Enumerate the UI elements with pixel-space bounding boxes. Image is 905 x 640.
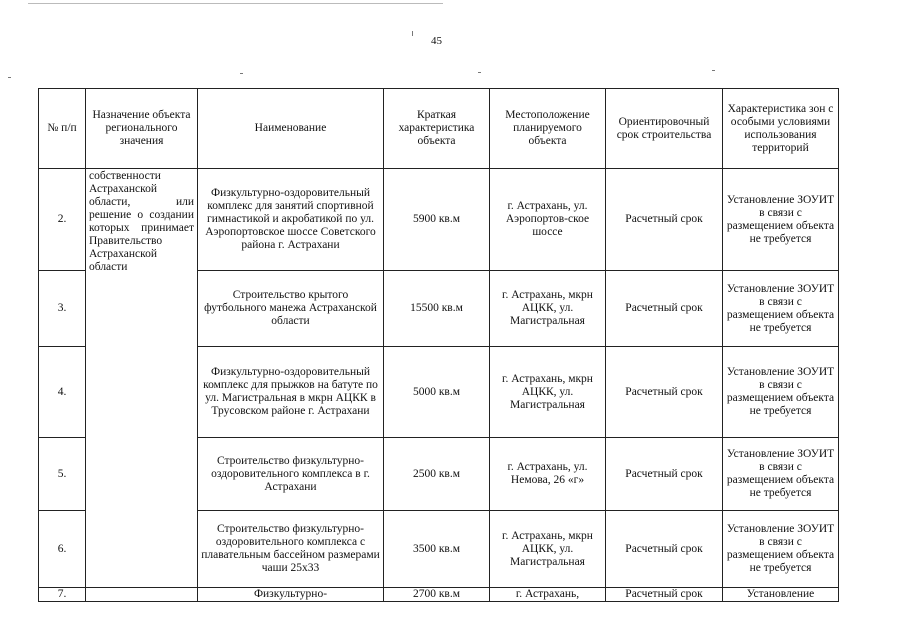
construction-period: Расчетный срок [606,511,723,588]
scan-speck [8,77,11,78]
header-zones: Характеристика зон с особыми условиями использования территорий [723,89,839,169]
zone-characteristic: Установление [723,588,839,602]
row-num: 7. [39,588,86,602]
scan-top-rule [28,3,443,4]
object-location: г. Астрахань, [490,588,606,602]
construction-period: Расчетный срок [606,347,723,438]
scan-speck [412,31,413,36]
object-characteristic: 3500 кв.м [384,511,490,588]
construction-period: Расчетный срок [606,588,723,602]
row-num: 3. [39,271,86,347]
construction-period: Расчетный срок [606,271,723,347]
zone-characteristic: Установление ЗОУИТ в связи с размещением объекта не требуется [723,347,839,438]
object-name: Физкультурно- [198,588,384,602]
object-characteristic: 5900 кв.м [384,169,490,271]
header-characteristic: Краткая характеристика объекта [384,89,490,169]
page-number: 45 [431,35,442,47]
purpose-cell-continued [86,588,198,602]
table-header-row [39,89,839,169]
header-purpose: Назначение объекта регионального значения [86,89,198,169]
object-name: Строительство физкультурно-оздоровительного комплекса в г. Астрахани [198,438,384,511]
header-name: Наименование [198,89,384,169]
object-location: г. Астрахань, ул. Аэропортов-ское шоссе [490,169,606,271]
row-num: 5. [39,438,86,511]
object-location: г. Астрахань, ул. Немова, 26 «г» [490,438,606,511]
scan-speck [478,72,481,73]
object-characteristic: 5000 кв.м [384,347,490,438]
zone-characteristic: Установление ЗОУИТ в связи с размещением объекта не требуется [723,271,839,347]
header-location: Местоположение планируемого объекта [490,89,606,169]
scan-speck [712,70,715,71]
object-name: Физкультурно-оздоровительный комплекс для занятий спортивной гимнастикой и акробатикой по ул. Аэропортовское шоссе Советского района г. Астрахани [198,169,384,271]
object-location: г. Астрахань, мкрн АЦКК, ул. Магистральная [490,347,606,438]
row-num: 2. [39,169,86,271]
object-name: Строительство крытого футбольного манежа Астраханской области [198,271,384,347]
planning-table [38,88,839,602]
object-characteristic: 2700 кв.м [384,588,490,602]
object-name: Физкультурно-оздоровительный комплекс для прыжков на батуте по ул. Магистральная в мкрн АЦКК в Трусовском районе г. Астрахани [198,347,384,438]
purpose-cell: собственности Астраханской области, или решение о создании которых принимает Правительство Астраханской области [86,169,198,588]
object-name: Строительство физкультурно-оздоровительного комплекса с плавательным бассейном размерами чаши 25х33 [198,511,384,588]
row-num: 4. [39,347,86,438]
object-location: г. Астрахань, мкрн АЦКК, ул. Магистральная [490,511,606,588]
construction-period: Расчетный срок [606,169,723,271]
table-row [39,588,839,602]
object-characteristic: 15500 кв.м [384,271,490,347]
zone-characteristic: Установление ЗОУИТ в связи с размещением объекта не требуется [723,169,839,271]
header-num: № п/п [39,89,86,169]
header-period: Ориентировочный срок строительства [606,89,723,169]
scan-speck [240,73,243,74]
table-row [39,169,839,271]
row-num: 6. [39,511,86,588]
zone-characteristic: Установление ЗОУИТ в связи с размещением объекта не требуется [723,438,839,511]
zone-characteristic: Установление ЗОУИТ в связи с размещением объекта не требуется [723,511,839,588]
object-location: г. Астрахань, мкрн АЦКК, ул. Магистральная [490,271,606,347]
object-characteristic: 2500 кв.м [384,438,490,511]
construction-period: Расчетный срок [606,438,723,511]
